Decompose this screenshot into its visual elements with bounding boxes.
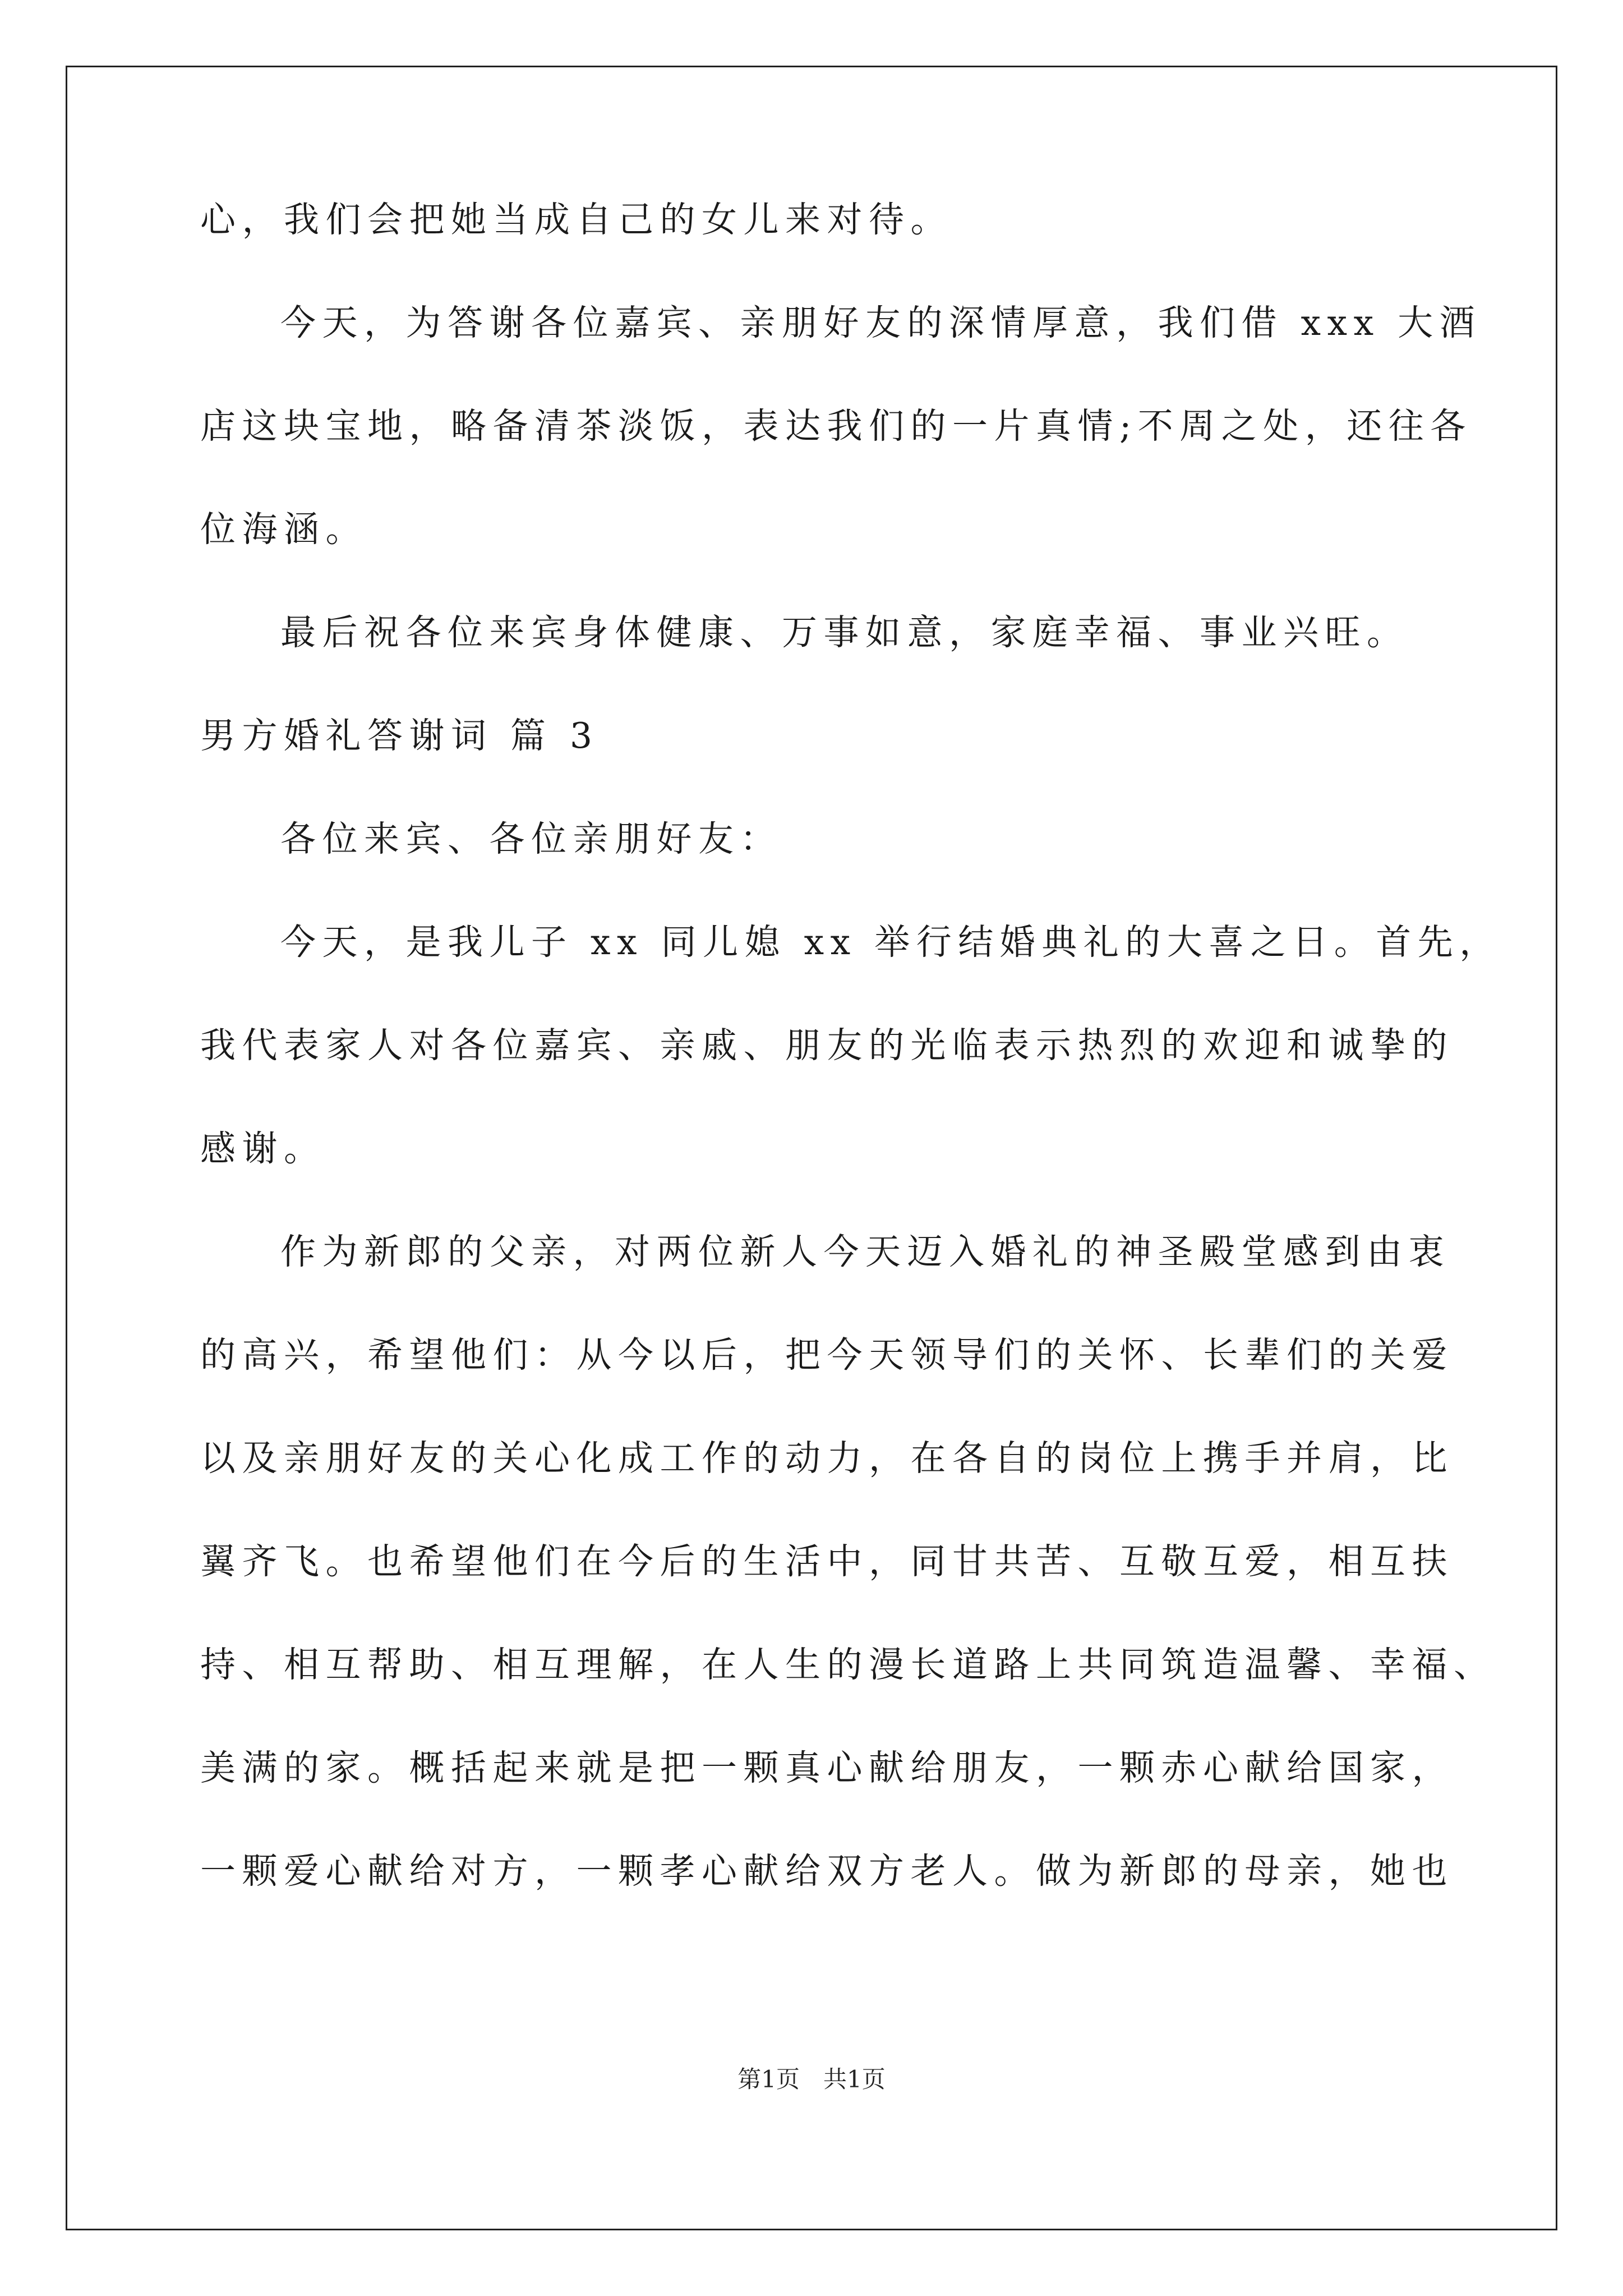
text-line-15: 持、相互帮助、相互理解，在人生的漫长道路上共同筑造温馨、幸福、 — [200, 1644, 1496, 1685]
text-line-9: 我代表家人对各位嘉宾、亲戚、朋友的光临表示热烈的欢迎和诚挚的 — [200, 1025, 1454, 1066]
text-line-8: 今天，是我儿子 xx 同儿媳 xx 举行结婚典礼的大喜之日。首先， — [280, 922, 1501, 963]
page-number: 第1页 共1页 — [737, 2065, 886, 2093]
text-line-12: 的高兴，希望他们：从今以后，把今天领导们的关怀、长辈们的关爱 — [200, 1335, 1454, 1375]
text-line-4: 位海涵。 — [200, 509, 367, 550]
text-line-17: 一颗爱心献给对方，一颗孝心献给双方老人。做为新郎的母亲，她也 — [200, 1851, 1454, 1892]
text-line-2: 今天，为答谢各位嘉宾、亲朋好友的深情厚意，我们借 xxx 大酒 — [280, 302, 1482, 343]
text-line-1: 心，我们会把她当成自己的女儿来对待。 — [200, 199, 952, 240]
text-line-7: 各位来宾、各位亲朋好友： — [280, 818, 782, 859]
text-line-13: 以及亲朋好友的关心化成工作的动力，在各自的岗位上携手并肩，比 — [200, 1438, 1454, 1479]
section-heading: 男方婚礼答谢词 篇 3 — [200, 715, 599, 756]
text-line-16: 美满的家。概括起来就是把一颗真心献给朋友，一颗赤心献给国家， — [200, 1747, 1454, 1788]
text-line-11: 作为新郎的父亲，对两位新人今天迈入婚礼的神圣殿堂感到由衷 — [280, 1231, 1450, 1272]
text-line-5: 最后祝各位来宾身体健康、万事如意，家庭幸福、事业兴旺。 — [280, 612, 1409, 653]
text-line-3: 店这块宝地，略备清茶淡饭，表达我们的一片真情;不周之处，还往各 — [200, 406, 1472, 447]
text-line-14: 翼齐飞。也希望他们在今后的生活中，同甘共苦、互敬互爱，相互扶 — [200, 1541, 1454, 1582]
text-line-10: 感谢。 — [200, 1128, 326, 1169]
